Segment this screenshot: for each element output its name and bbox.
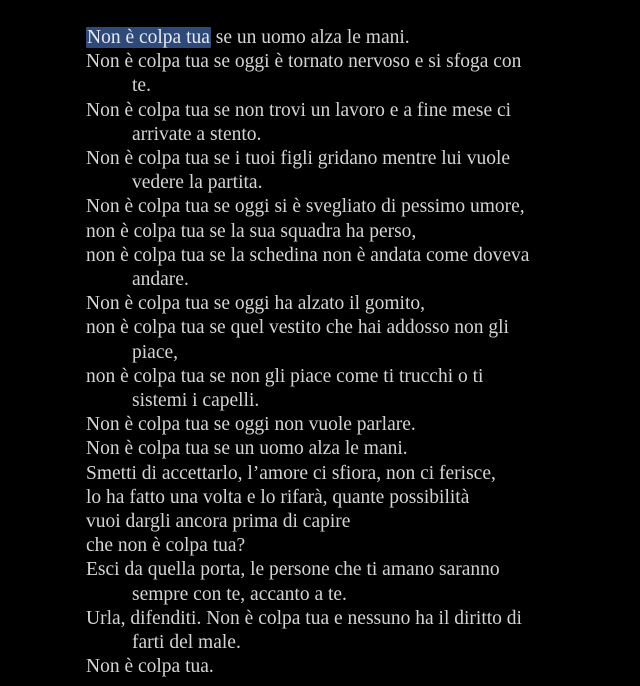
text-line-continuation: farti del male.	[132, 632, 241, 654]
text-line: Non è colpa tua se oggi non vuole parlare.	[86, 414, 416, 436]
text-line-continuation: sempre con te, accanto a te.	[132, 583, 347, 605]
text-line-continuation: andare.	[132, 269, 189, 291]
text-line-rest: se un uomo alza le mani.	[210, 27, 410, 48]
poem-text	[86, 26, 606, 679]
text-line: Non è colpa tua se oggi si è svegliato di pessimo umore,	[86, 196, 525, 218]
text-line: Esci da quella porta, le persone che ti amano saranno	[86, 559, 500, 581]
selected-text[interactable]: Non è colpa tua	[87, 27, 210, 48]
text-line: non è colpa tua se la schedina non è andata come doveva	[86, 244, 530, 266]
text-line: non è colpa tua se non gli piace come ti trucchi o ti	[86, 365, 484, 387]
text-line: Urla, difenditi. Non è colpa tua e nessuno ha il diritto di	[86, 607, 522, 629]
text-line-continuation: te.	[132, 75, 151, 97]
text-line-continuation: sistemi i capelli.	[132, 390, 260, 412]
text-line: Non è colpa tua se i tuoi figli gridano mentre lui vuole	[86, 148, 511, 170]
text-line: Smetti di accettarlo, l’amore ci sfiora, non ci ferisce,	[86, 462, 496, 484]
text-line: non è colpa tua se la sua squadra ha perso,	[86, 220, 417, 242]
text-line-continuation: vedere la partita.	[132, 172, 263, 194]
text-line: Non è colpa tua se oggi ha alzato il gomito,	[86, 293, 425, 315]
text-line: vuoi dargli ancora prima di capire	[86, 511, 351, 533]
text-line-continuation: arrivate a stento.	[132, 123, 262, 145]
text-line: che non è colpa tua?	[86, 535, 246, 557]
text-line: non è colpa tua se quel vestito che hai addosso non gli	[86, 317, 509, 339]
text-line	[86, 26, 606, 50]
text-line: Non è colpa tua.	[86, 656, 214, 678]
text-line: Non è colpa tua se un uomo alza le mani.	[86, 438, 408, 460]
text-line: Non è colpa tua se oggi è tornato nervoso e si sfoga con	[86, 51, 522, 73]
text-line: Non è colpa tua se non trovi un lavoro e a fine mese ci	[86, 99, 512, 121]
text-line: lo ha fatto una volta e lo rifarà, quante possibilità	[86, 486, 470, 508]
text-line-continuation: piace,	[132, 341, 179, 363]
